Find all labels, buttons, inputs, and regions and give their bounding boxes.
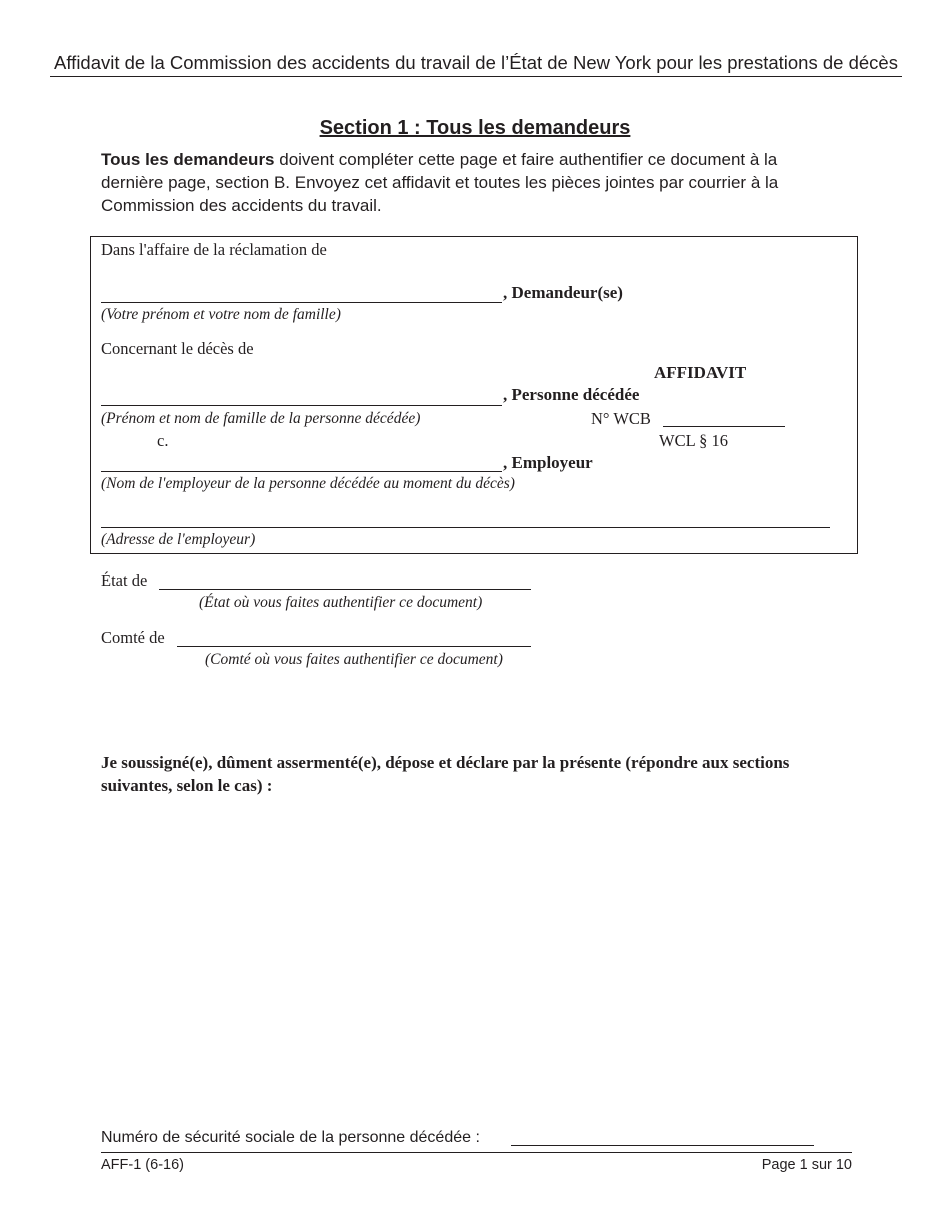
wcl-reference: WCL § 16: [659, 431, 729, 450]
wcb-label: N° WCB: [591, 409, 651, 428]
county-label: Comté de: [101, 628, 165, 647]
claimant-hint: (Votre prénom et votre nom de famille): [101, 306, 341, 323]
state-hint: (État où vous faites authentifier ce document): [199, 594, 483, 611]
employer-hint: (Nom de l'employeur de la personne décédée au moment du décès): [101, 475, 515, 492]
section-title: Section 1 : Tous les demandeurs: [319, 117, 631, 139]
claimant-label: , Demandeur(se): [503, 283, 623, 302]
form-id: AFF-1 (6-16): [101, 1157, 184, 1173]
deceased-hint: (Prénom et nom de famille de la personne décédée): [101, 410, 421, 427]
affidavit-title: AFFIDAVIT: [654, 363, 747, 382]
page-number: Page 1 sur 10: [761, 1157, 852, 1173]
intro-text: doivent compléter cette page et faire authentifier ce document à la dernière page, section B. Envoyez cet affidavit et toutes les pièces jointes par courrier à la Commission des accidents du travail.: [101, 150, 779, 215]
intro-bold-text: Tous les demandeurs: [101, 150, 275, 169]
employer-label: , Employeur: [503, 453, 593, 472]
state-field[interactable]: [159, 589, 531, 590]
document-header: Affidavit de la Commission des accidents du travail de l’État de New York pour les prestations de décès: [50, 52, 902, 77]
employer-address-field[interactable]: [101, 527, 830, 528]
concerning-label: Concernant le décès de: [101, 339, 254, 358]
employer-address-hint: (Adresse de l'employeur): [101, 531, 256, 548]
wcb-number-field[interactable]: [663, 426, 785, 427]
deceased-label: , Personne décédée: [503, 385, 640, 404]
employer-name-field[interactable]: [101, 471, 502, 472]
ssn-label: Numéro de sécurité sociale de la personne décédée :: [101, 1129, 480, 1146]
state-label: État de: [101, 571, 148, 590]
caption-box: [90, 236, 858, 554]
deceased-name-field[interactable]: [101, 405, 502, 406]
matter-of-label: Dans l'affaire de la réclamation de: [101, 240, 327, 259]
county-hint: (Comté où vous faites authentifier ce document): [205, 651, 503, 668]
versus-label: c.: [157, 431, 169, 450]
ssn-field[interactable]: [511, 1145, 814, 1146]
county-field[interactable]: [177, 646, 531, 647]
footer-divider: [101, 1152, 852, 1153]
sworn-statement: Je soussigné(e), dûment assermenté(e), dépose et déclare par la présente (répondre aux sections suivantes, selon le cas) :: [101, 753, 790, 795]
claimant-name-field[interactable]: [101, 302, 502, 303]
section-intro: [101, 148, 841, 217]
